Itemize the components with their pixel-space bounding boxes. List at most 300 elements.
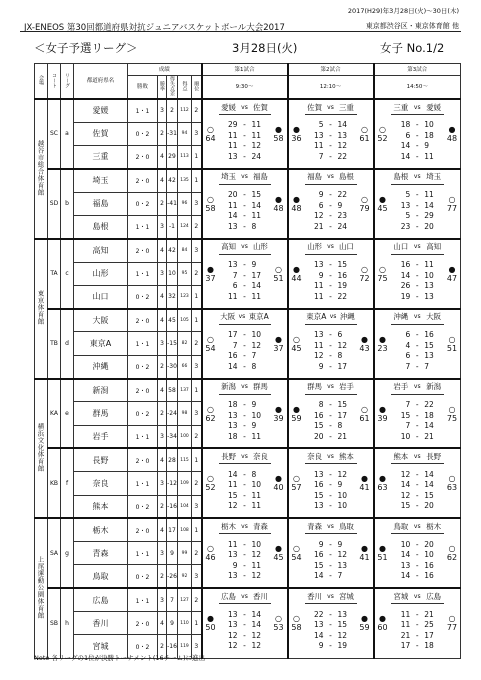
away-total: 62 [446,553,458,563]
quarter-score: 12 - 12 [227,630,262,640]
quarter-score: 11 - 11 [227,130,262,140]
vs-label: vs [413,452,421,460]
quarter-score: 13 - 9 [227,421,257,430]
col-wins: 勝敗 [128,76,158,100]
quarter-score: 13 - 14 [400,200,434,210]
team-wins: 0・2 [128,635,158,658]
away-result-mark: ○ [361,404,368,414]
home-result-mark: ○ [293,334,300,344]
away-total: 39 [273,413,284,423]
vs-label: vs [327,522,334,530]
league-id: a [61,99,74,169]
game-cell [288,448,374,518]
away-team: 広島 [426,591,442,601]
team-pct: 2 [158,635,167,658]
away-team: 新潟 [426,382,442,392]
team-wins: 0・2 [128,122,158,145]
home-team: 沖縄 [393,312,409,322]
game-cell [288,239,374,309]
game-cell [374,448,461,518]
team-diff: 9 [167,542,178,565]
quarter-score: 16 - 11 [400,260,434,270]
quarter-score: 15 - 18 [400,410,434,420]
away-team: 埼玉 [426,172,442,182]
away-result [444,310,460,378]
matchup [219,380,271,395]
home-result-mark: ● [207,614,214,624]
footnote: Note 各リーグの1位が決勝トーナメント(16チーム)に進出 [34,654,206,662]
quarter-score: 13 - 15 [313,620,348,630]
team-rank: 3 [192,192,202,215]
team-row [35,309,461,332]
away-total: 48 [446,133,458,143]
team-diff: -41 [167,192,178,215]
team-name: 沖縄 [74,355,128,378]
team-rank: 3 [192,635,202,658]
away-team: 沖縄 [339,312,355,322]
team-diff: 42 [167,239,178,262]
home-result [289,170,305,238]
team-wins: 2・0 [128,379,158,402]
quarter-score: 16 - 12 [313,550,348,560]
away-total: 72 [359,273,370,283]
team-row [35,99,461,122]
home-total: 58 [291,623,302,633]
away-result [357,519,373,587]
home-team: 新潟 [221,382,237,392]
quarter-score: 14 - 11 [400,151,434,161]
col-record: 成績 [128,64,202,76]
game-cell [202,588,288,658]
away-total: 77 [446,203,458,213]
team-name: 宮城 [74,635,128,658]
quarter-score: 6 - 18 [405,130,434,140]
league-id: f [61,448,74,518]
away-total: 51 [273,273,284,283]
home-result-mark: ○ [207,124,214,134]
team-wins: 1・1 [128,425,158,448]
game-cell [288,518,374,588]
home-team: 長野 [221,451,237,461]
quarter-score: 13 - 13 [313,130,348,140]
home-result-mark: ● [379,334,386,344]
home-total: 51 [377,553,388,563]
quarter-score: 16 - 9 [313,480,343,490]
home-result-mark: ● [379,474,386,484]
quarter-score: 13 - 15 [313,260,348,270]
team-points: 113 [178,146,192,169]
quarter-score: 22 - 13 [313,609,348,619]
quarter-score: 13 - 10 [227,410,262,420]
quarter-score: 20 - 15 [227,190,262,200]
game-cell [202,309,288,379]
home-result-mark: ● [293,194,300,204]
away-total: 59 [359,623,370,633]
away-result [357,310,373,378]
team-pct: 4 [158,379,167,402]
team-rank: 3 [192,495,202,518]
team-name: 広島 [74,588,128,611]
matchup [219,589,271,604]
game-cell [374,99,461,169]
quarter-score: 14 - 8 [227,361,257,371]
team-rank: 3 [192,565,202,588]
home-result [375,519,391,587]
team-rank: 1 [192,612,202,635]
game-cell [374,379,461,449]
quarter-score: 17 - 18 [400,641,434,651]
team-name: 埼玉 [74,169,128,192]
game-cell [288,169,374,239]
league-id: d [61,309,74,379]
matchup [391,310,445,325]
home-result [203,170,219,238]
quarter-score: 5 - 11 [405,190,434,200]
quarter-score: 11 - 10 [227,480,262,490]
matchup [391,589,445,604]
game-cell [288,588,374,658]
quarter-score: 10 - 21 [400,431,434,441]
quarter-score: 15 - 20 [400,501,434,511]
quarter-score: 13 - 6 [313,330,343,340]
away-total: 41 [359,483,370,493]
col-venue: 会場 [35,64,48,100]
league-id: b [61,169,74,239]
team-diff: -26 [167,565,178,588]
matchup [219,240,271,255]
team-points: 84 [178,239,192,262]
home-total: 64 [205,133,216,143]
quarter-score: 11 - 11 [227,291,262,301]
home-result-mark: ○ [207,544,214,554]
home-total: 54 [205,343,216,353]
team-name: 高知 [74,239,128,262]
home-result-mark: ● [379,404,386,414]
team-rank: 1 [192,518,202,541]
home-team: 岩手 [393,382,409,392]
team-pct: 2 [158,122,167,145]
team-rank: 1 [192,379,202,402]
away-team: 高知 [426,242,442,252]
team-wins: 1・1 [128,215,158,238]
venue-name: 上尾運動公園体育館 [35,518,48,658]
team-wins: 2・0 [128,518,158,541]
team-points: 135 [178,169,192,192]
game-cell [202,448,288,518]
home-result [375,589,391,657]
team-name: 群馬 [74,402,128,425]
vs-label: vs [241,103,248,111]
quarter-score: 5 - 29 [405,211,434,221]
home-total: 58 [205,203,216,213]
away-result [271,310,287,378]
team-name: 愛媛 [74,99,128,122]
home-result [375,310,391,378]
league-id: e [61,379,74,449]
tournament-title: JX-ENEOS 第30回都道府県対抗ジュニアバスケットボール大会2017 [24,23,285,33]
quarter-score: 13 - 16 [400,560,434,570]
home-result [289,380,305,448]
away-total: 41 [359,553,370,563]
quarter-score: 15 - 11 [227,490,262,500]
quarter-score: 14 - 16 [400,571,434,581]
team-wins: 0・2 [128,192,158,215]
game-cell [202,379,288,449]
team-pct: 3 [158,588,167,611]
team-diff: 45 [167,309,178,332]
home-team: 佐賀 [307,102,323,112]
home-team: 大阪 [220,312,236,322]
quarter-score: 9 - 11 [232,560,262,570]
home-result-mark: ○ [207,474,214,484]
vs-label: vs [413,592,421,600]
team-wins: 1・1 [128,588,158,611]
home-total: 36 [291,133,302,143]
away-result-mark: ● [361,474,368,484]
home-team: 埼玉 [221,172,237,182]
team-points: 104 [178,495,192,518]
home-total: 23 [377,343,388,353]
quarter-score: 11 - 19 [313,281,348,291]
team-wins: 1・1 [128,99,158,122]
away-team: 山口 [338,242,354,252]
away-total: 47 [446,273,458,283]
quarter-score: 13 - 9 [227,260,257,270]
away-result [357,170,373,238]
away-team: 三重 [338,102,354,112]
home-result-mark: ○ [293,474,300,484]
away-team: 岩手 [338,382,354,392]
away-result [271,449,287,517]
away-result-mark: ● [448,264,456,274]
matchup [219,449,271,464]
team-diff: 58 [167,379,178,402]
away-result [357,380,373,448]
away-total: 40 [273,483,284,493]
team-points: 110 [178,612,192,635]
team-pct: 4 [158,285,167,308]
away-team: 東京A [248,312,269,322]
team-name: 熊本 [74,495,128,518]
away-total: 45 [273,553,284,563]
game-cell [202,169,288,239]
team-name: 岩手 [74,425,128,448]
matchup [219,519,271,534]
col-game1-time: 9:30〜 [202,76,288,100]
vs-label: vs [241,452,248,460]
home-result [375,170,391,238]
team-points: 124 [178,215,192,238]
away-team: 青森 [252,521,268,531]
quarter-score: 18 - 9 [227,400,257,409]
team-pct: 3 [158,99,167,122]
team-name: 山口 [74,285,128,308]
quarter-score: 16 - 17 [313,410,348,420]
team-wins: 2・0 [128,612,158,635]
league-id: h [61,588,74,658]
away-result-mark: ● [275,474,282,484]
league-id: c [61,239,74,309]
away-result-mark: ○ [361,124,368,134]
away-result [271,519,287,587]
away-result-mark: ○ [448,404,456,414]
away-result-mark: ● [361,334,368,344]
quarter-score: 20 - 21 [313,431,348,441]
game-cell [288,309,374,379]
away-team: 宮城 [338,591,354,601]
away-result-mark: ● [361,614,368,624]
home-result-mark: ○ [293,614,300,624]
court-code: SB [48,588,61,658]
game-cell [288,379,374,449]
team-diff: -16 [167,495,178,518]
home-result [203,100,219,168]
away-result [357,449,373,517]
team-pct: 4 [158,309,167,332]
team-diff: -34 [167,425,178,448]
away-result-mark: ○ [448,474,456,484]
team-diff: 28 [167,448,178,471]
team-rank: 1 [192,169,202,192]
game-cell [202,99,288,169]
away-result [444,170,460,238]
away-result [271,100,287,168]
quarter-score: 29 - 11 [227,120,262,130]
vs-label: vs [241,522,248,530]
quarter-score: 11 - 25 [400,620,434,630]
away-total: 53 [273,623,284,633]
home-result-mark: ● [293,404,300,414]
team-pct: 4 [158,448,167,471]
team-name: 長野 [74,448,128,471]
col-pts: 得点 [178,76,192,100]
game-cell [374,518,461,588]
vs-label: vs [327,383,334,391]
away-result-mark: ● [448,124,456,134]
away-result-mark: ● [275,334,282,344]
away-total: 37 [273,343,284,353]
team-diff: 29 [167,146,178,169]
team-name: 大阪 [74,309,128,332]
team-diff: -12 [167,472,178,495]
away-result [444,449,460,517]
quarter-score: 14 - 10 [400,550,434,560]
game-cell [202,239,288,309]
court-code: KA [48,379,61,449]
team-diff: 7 [167,588,178,611]
team-name: 山形 [74,262,128,285]
team-name: 東京A [74,332,128,355]
away-result [444,519,460,587]
quarter-score: 26 - 13 [400,281,434,291]
quarter-score: 14 - 11 [227,211,262,221]
team-rank: 3 [192,355,202,378]
home-result [375,100,391,168]
vs-label: vs [329,313,337,321]
team-pct: 4 [158,146,167,169]
matchup [391,100,445,115]
team-pct: 4 [158,169,167,192]
game-cell [202,518,288,588]
matchup [305,519,357,534]
team-points: 95 [178,262,192,285]
team-rank: 2 [192,99,202,122]
home-total: 37 [205,273,216,283]
team-rank: 2 [192,215,202,238]
league-id: g [61,518,74,588]
quarter-score: 19 - 13 [400,291,434,301]
quarter-score: 13 - 10 [313,501,348,511]
col-rank: 順位 [192,76,202,100]
away-result-mark: ○ [275,264,282,274]
away-result [271,240,287,308]
vs-label: vs [413,243,421,251]
home-total: 48 [291,203,302,213]
away-team: 島根 [338,172,354,182]
away-result [271,589,287,657]
home-total: 54 [291,553,302,563]
vs-label: vs [238,313,246,321]
home-result [289,589,305,657]
quarter-score: 14 - 9 [400,141,430,151]
quarter-score: 11 - 10 [227,539,262,549]
team-diff: -24 [167,402,178,425]
team-points: 127 [178,588,192,611]
vs-label: vs [241,173,248,181]
team-diff: -30 [167,355,178,378]
quarter-score: 6 - 9 [318,200,343,210]
quarter-score: 5 - 14 [318,120,348,130]
team-name: 三重 [74,146,128,169]
quarter-score: 11 - 12 [313,141,348,151]
team-diff: -31 [167,122,178,145]
vs-label: vs [327,103,334,111]
team-points: 108 [178,518,192,541]
team-wins: 0・2 [128,495,158,518]
away-result [444,100,460,168]
home-team: 青森 [307,521,323,531]
away-result [357,589,373,657]
quarter-score: 12 - 15 [400,490,434,500]
team-name: 香川 [74,612,128,635]
away-team: 佐賀 [252,102,268,112]
team-rank: 1 [192,448,202,471]
away-team: 栃木 [426,521,442,531]
away-result [444,240,460,308]
team-pct: 3 [158,215,167,238]
section-title: ＜女子予選リーグ＞ [34,41,138,55]
home-result [375,449,391,517]
quarter-score: 14 - 12 [313,630,348,640]
matchup [391,380,445,395]
home-result-mark: ○ [379,124,386,134]
away-result [357,100,373,168]
quarter-score: 7 - 17 [232,270,262,280]
team-row [35,518,461,541]
team-points: 119 [178,635,192,658]
quarter-score: 9 - 22 [318,190,348,200]
team-points: 98 [178,402,192,425]
team-wins: 2・0 [128,146,158,169]
court-code: SD [48,169,61,239]
team-diff: -1 [167,215,178,238]
team-diff: -16 [167,635,178,658]
team-pct: 3 [158,425,167,448]
home-result-mark: ○ [207,404,214,414]
quarter-score: 7 - 12 [232,340,262,350]
team-points: 96 [178,192,192,215]
col-court: コート [48,64,61,100]
